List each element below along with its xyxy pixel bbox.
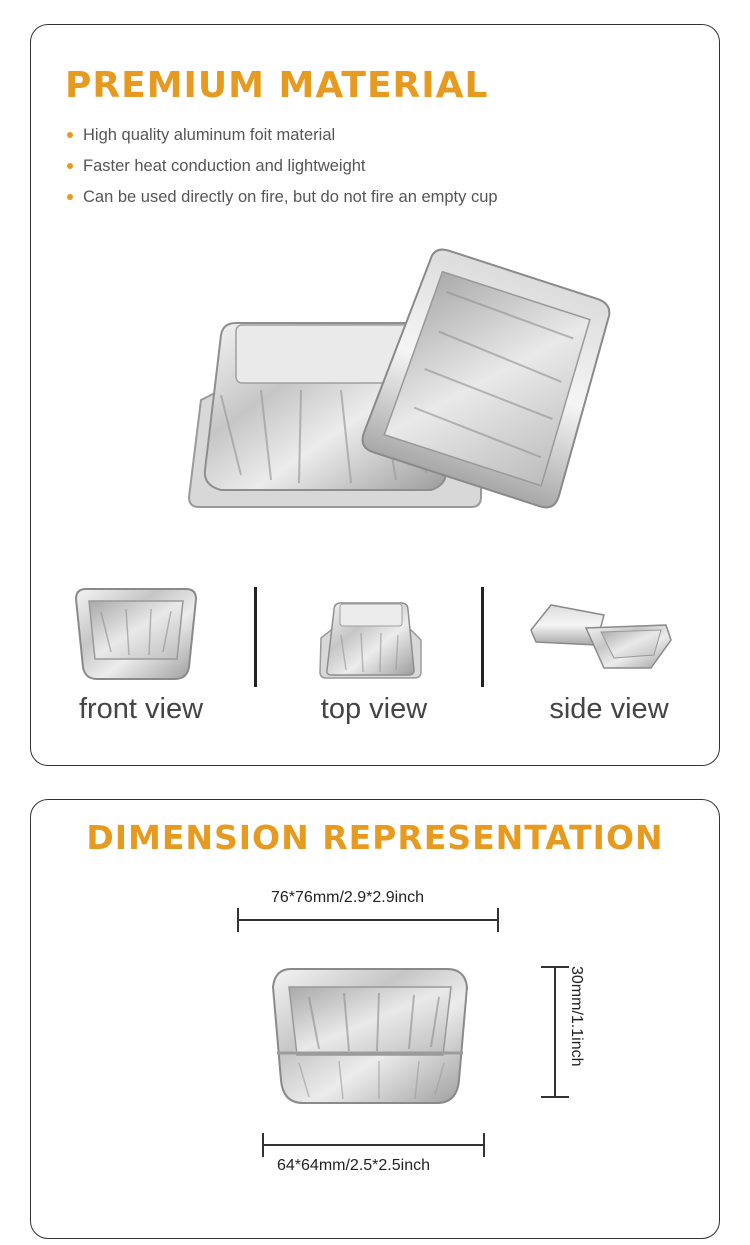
top-width-label: 76*76mm/2.9*2.9inch [271, 889, 424, 906]
foil-trays-hero-image [181, 235, 621, 525]
bottom-width-line [262, 1144, 485, 1146]
feature-item-heat: Faster heat conduction and lightweight [67, 156, 498, 187]
top-view-image [316, 600, 426, 680]
height-line [554, 966, 556, 1098]
top-width-tick-right [497, 908, 499, 932]
feature-item-fire: Can be used directly on fire, but do not fire an empty cup [67, 187, 498, 218]
bottom-width-tick-left [262, 1133, 264, 1157]
feature-item-material: High quality aluminum foit material [67, 125, 498, 156]
height-label: 30mm/1.1inch [568, 966, 585, 1067]
dimension-tray-image [269, 965, 471, 1107]
height-tick-top [541, 966, 569, 968]
dimension-card [30, 799, 720, 1239]
side-view-image [526, 600, 676, 670]
dimension-title: DIMENSION REPRESENTATION [86, 818, 664, 857]
front-view-label: front view [78, 693, 204, 725]
front-view-image [71, 587, 201, 682]
feature-list [67, 125, 498, 218]
view-divider-2 [481, 587, 484, 687]
view-divider-1 [254, 587, 257, 687]
premium-material-card [30, 24, 720, 766]
bottom-width-tick-right [483, 1133, 485, 1157]
top-view-label: top view [320, 693, 428, 725]
height-tick-bottom [541, 1096, 569, 1098]
side-view-label: side view [549, 693, 669, 725]
top-width-line [237, 919, 499, 921]
premium-material-title: PREMIUM MATERIAL [65, 65, 489, 106]
top-width-tick-left [237, 908, 239, 932]
bottom-width-label: 64*64mm/2.5*2.5inch [277, 1157, 430, 1174]
